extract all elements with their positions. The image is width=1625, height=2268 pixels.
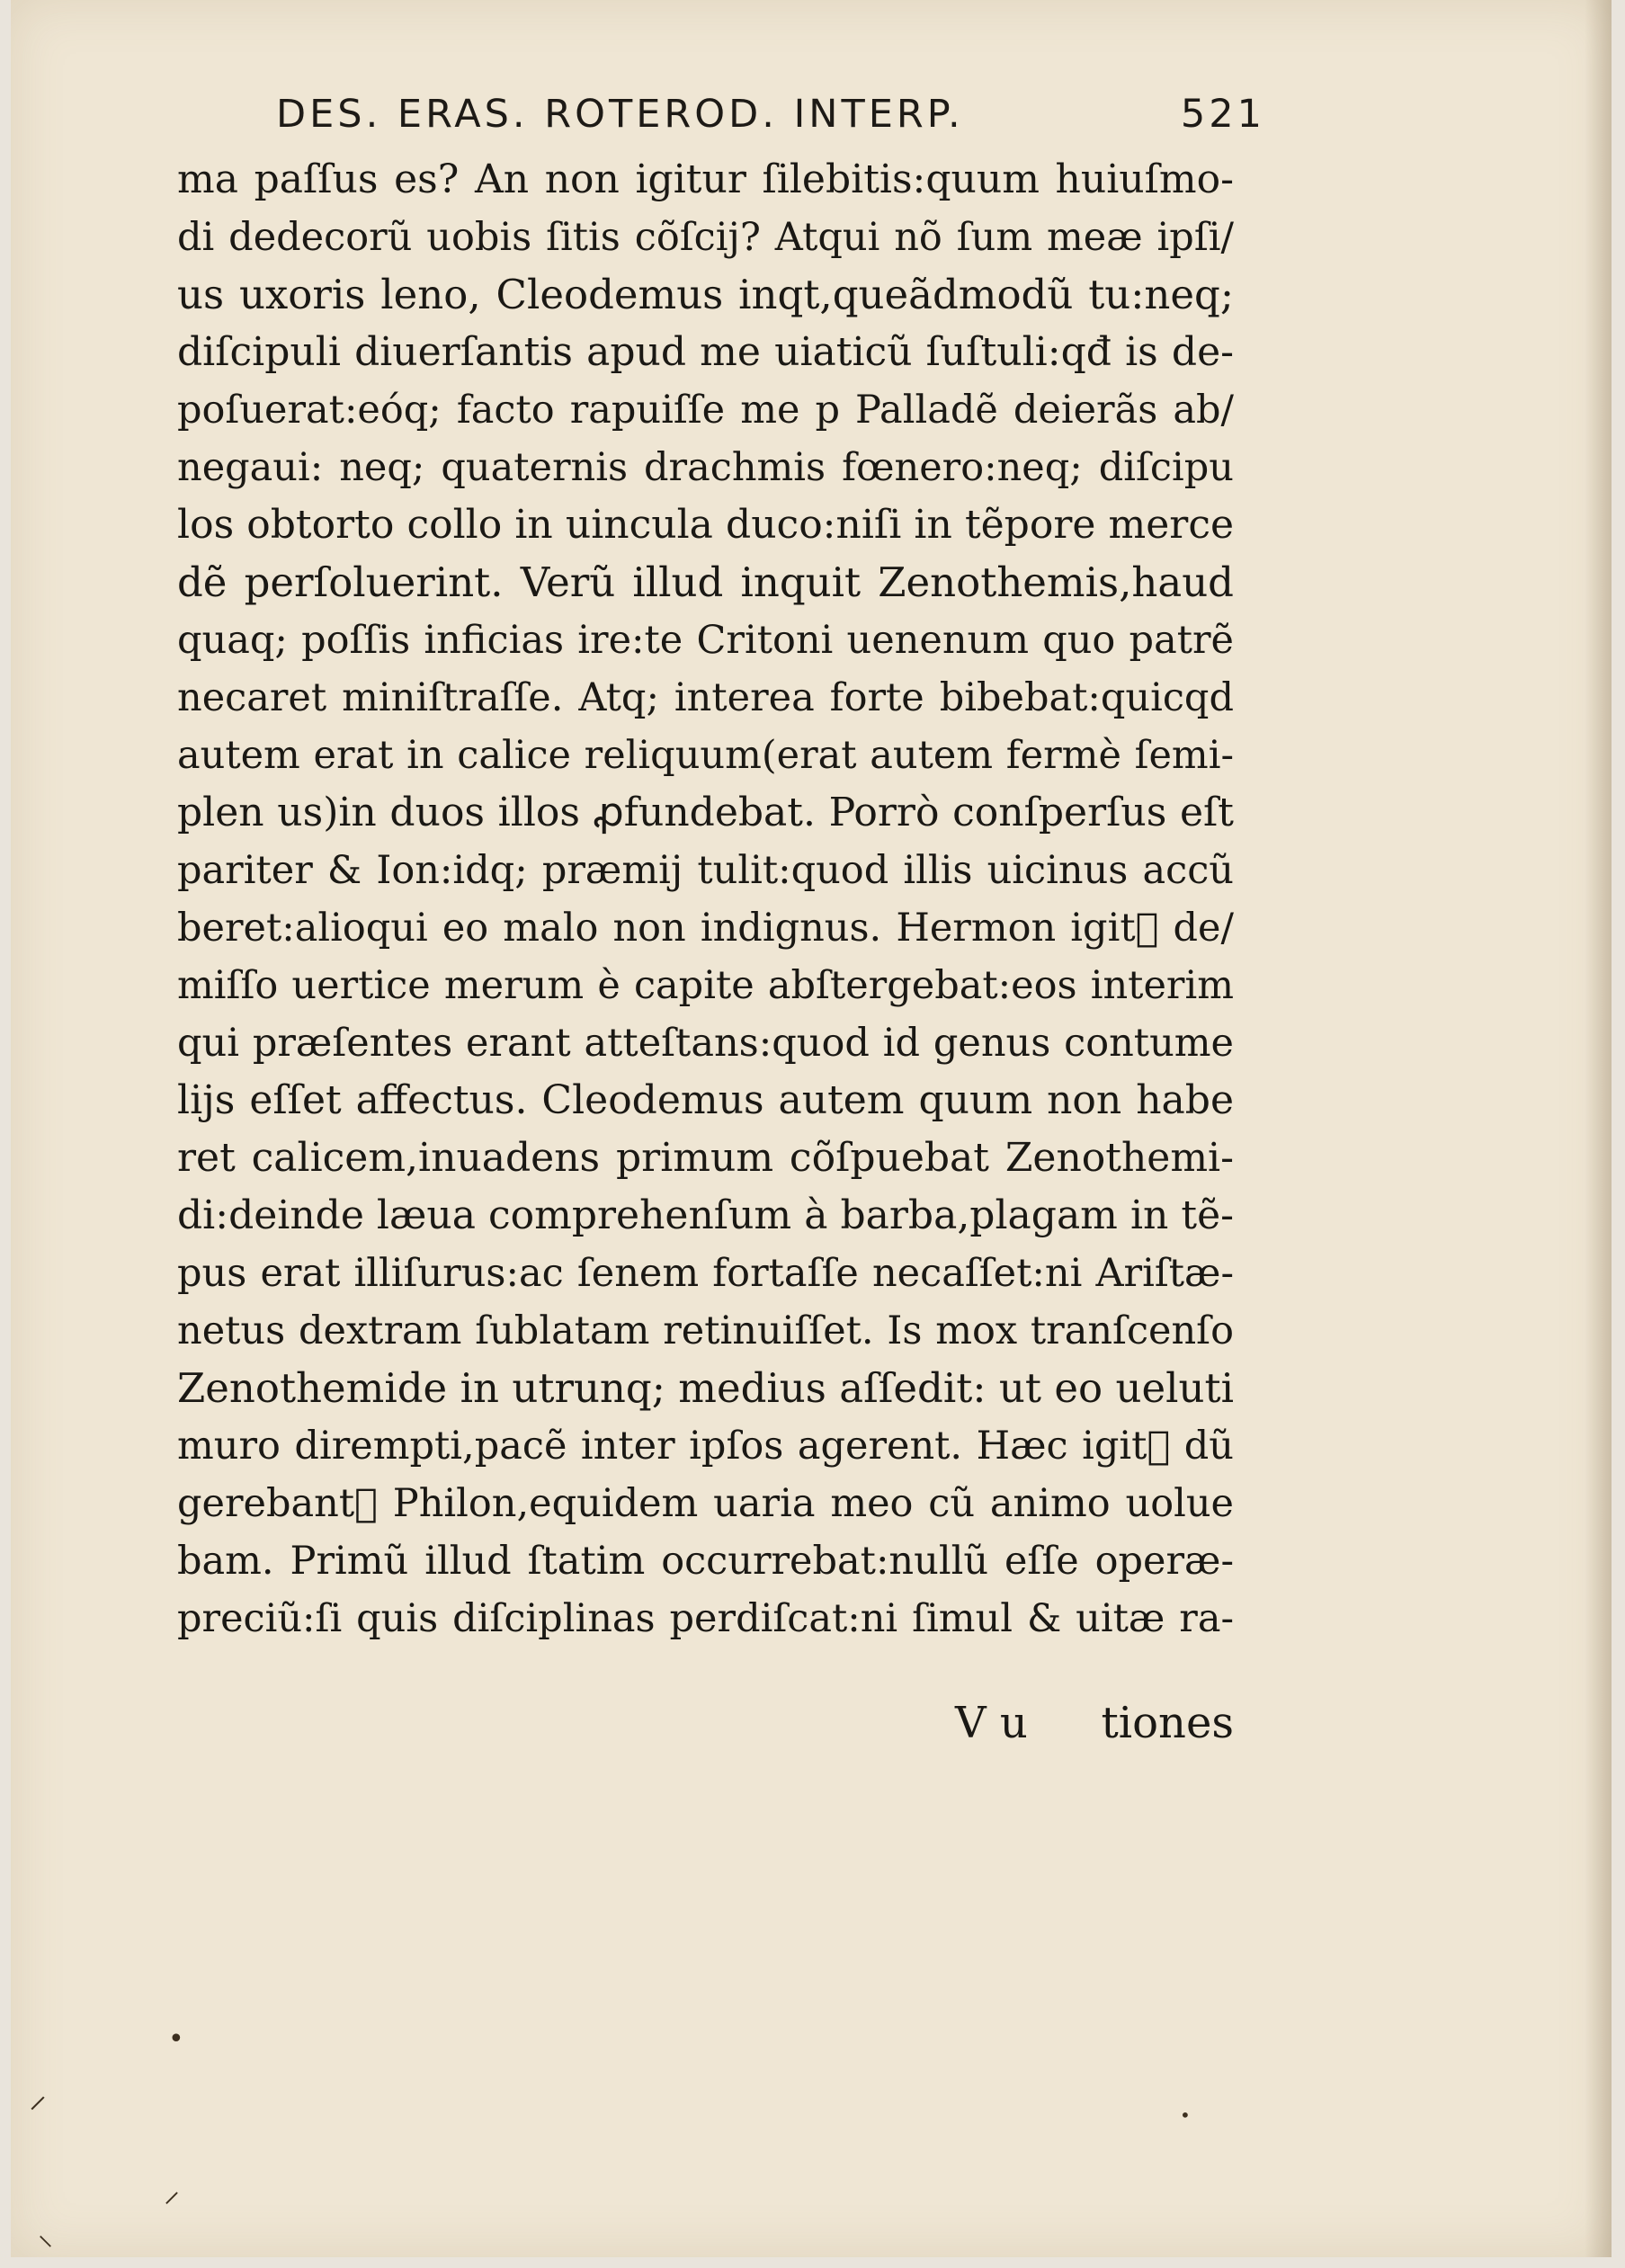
running-head xyxy=(276,92,1265,149)
text-line: miſſo uertice merum è capite abſtergebat:eos interim xyxy=(177,963,1234,1008)
ink-speck: • xyxy=(1180,2104,1191,2126)
text-line: poſuerat:eóq; facto rapuiſſe me p Palladẽ deierãs ab/ xyxy=(177,388,1234,433)
text-line: necaret miniſtraſſe. Atq; interea forte bibebat:quicqd xyxy=(177,675,1234,720)
text-line: beret:alioqui eo malo non indignus. Hermon igit᷑ de/ xyxy=(177,906,1234,951)
text-line: plen us)in duos illos ꝓfundebat. Porrò conſperſus eſt xyxy=(177,790,1234,835)
signature-mark: V u xyxy=(955,1698,1028,1748)
text-line: qui præſentes erant atteſtans:quod id genus contume xyxy=(177,1021,1234,1066)
ink-speck: ⸝ xyxy=(29,2075,47,2116)
text-line: quaq; poſſis inficias ire:te Critoni uenenum quo patrẽ xyxy=(177,618,1234,663)
book-page xyxy=(11,0,1612,2257)
catchword: tiones xyxy=(1101,1698,1234,1748)
text-line: diſcipuli diuerſantis apud me uiaticũ ſuſtuli:qđ is de- xyxy=(177,329,1234,375)
text-line: di dedecorũ uobis ſitis cõſcij? Atqui nõ ſum meæ ipſi/ xyxy=(177,215,1234,260)
text-line: pus erat illiſurus:ac ſenem fortaſſe necaſſet:ni Ariſtæ- xyxy=(177,1251,1234,1296)
text-line: muro dirempti,pacẽ inter ipſos agerent. Hæc igit᷑ dũ xyxy=(177,1424,1234,1469)
text-line: negaui: neq; quaternis drachmis fœnero:neq; diſcipu xyxy=(177,445,1234,490)
page-number: 521 xyxy=(1180,92,1265,137)
catchword-line xyxy=(955,1698,1234,1755)
running-title: DES. ERAS. ROTEROD. INTERP. xyxy=(276,92,964,137)
text-line: ret calicem,inuadens primum cõſpuebat Zenothemi- xyxy=(177,1135,1234,1181)
text-line: preciũ:ſi quis diſciplinas perdiſcat:ni ſimul & uitæ ra- xyxy=(177,1596,1234,1641)
text-line: los obtorto collo in uincula duco:niſi in tẽpore merce xyxy=(177,502,1234,548)
text-line: us uxoris leno, Cleodemus inqt,queãdmodũ tu:neq; xyxy=(177,271,1234,318)
text-block xyxy=(177,151,1234,1647)
ink-speck: • xyxy=(168,2023,184,2055)
text-line: dẽ perſoluerint. Verũ illud inquit Zenothemis,haud xyxy=(177,558,1234,606)
page-edge-shadow xyxy=(1585,0,1612,2257)
text-line: gerebant᷑ Philon,equidem uaria meo cũ animo uolue xyxy=(177,1481,1234,1526)
ink-speck: ⸜ xyxy=(38,2217,53,2253)
text-line: ma paſſus es? An non igitur ſilebitis:quum huiuſmo- xyxy=(177,156,1234,202)
text-line: pariter & Ion:idq; præmij tulit:quod illis uicinus accũ xyxy=(177,848,1234,893)
text-line: di:deinde læua comprehenſum à barba,plagam in tẽ- xyxy=(177,1192,1234,1238)
ink-speck: ⸝ xyxy=(164,2173,180,2210)
text-line: lijs eſſet affectus. Cleodemus autem quum non habe xyxy=(177,1077,1234,1123)
text-line: autem erat in calice reliquum(erat autem fermè ſemi- xyxy=(177,733,1234,778)
text-line: bam. Primũ illud ſtatim occurrebat:nullũ eſſe operæ- xyxy=(177,1539,1234,1584)
text-line: Zenothemide in utrunq; medius aſſedit: ut eo ueluti xyxy=(177,1364,1234,1412)
text-line: netus dextram ſublatam retinuiſſet. Is mox tranſcenſo xyxy=(177,1308,1234,1353)
